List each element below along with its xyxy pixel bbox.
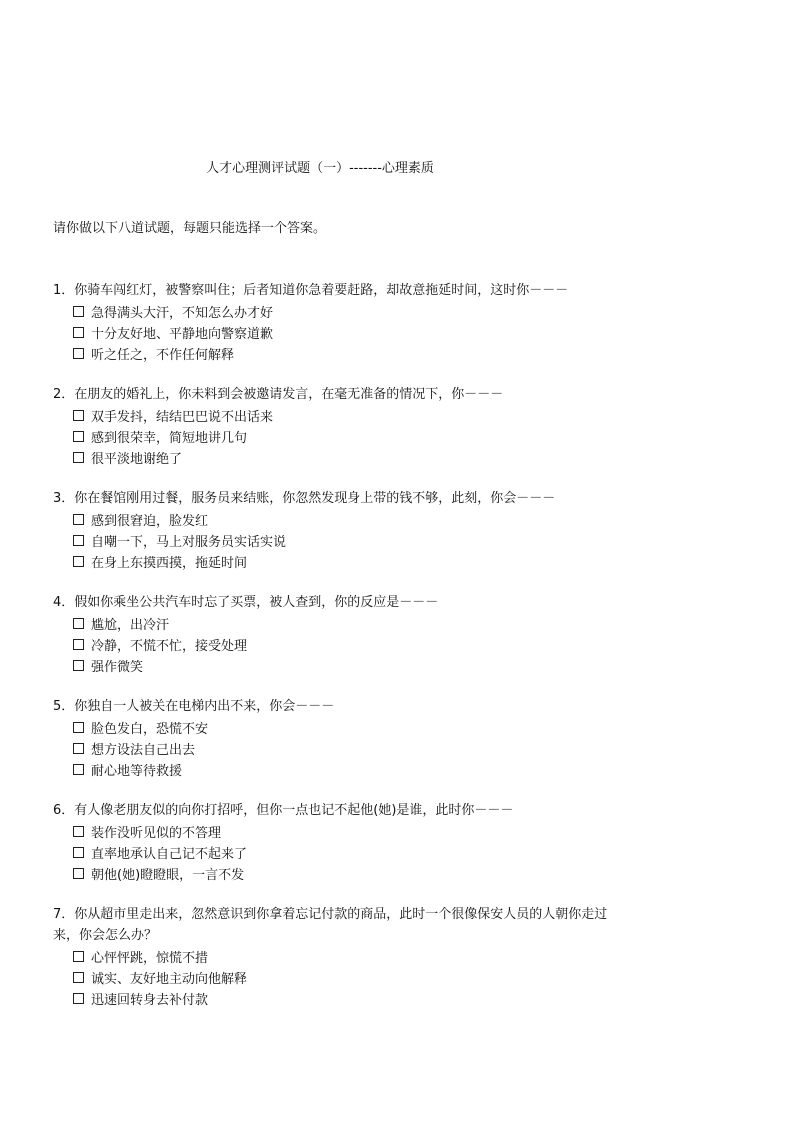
option-label: 急得满头大汗，不知怎么办才好 (91, 306, 274, 321)
instructions-text: 请你做以下八道试题，每题只能选择一个答案。 (53, 221, 327, 236)
checkbox-icon[interactable] (73, 868, 84, 879)
question-5 (53, 696, 743, 780)
option-label: 冷静，不慌不忙，接受处理 (91, 639, 248, 654)
option-label: 心怦怦跳，惊慌不措 (91, 951, 209, 966)
option-item[interactable] (53, 717, 743, 738)
question-list (53, 280, 743, 1029)
checkbox-icon[interactable] (73, 639, 84, 650)
checkbox-icon[interactable] (73, 951, 84, 962)
question-2 (53, 384, 743, 468)
option-item[interactable] (53, 322, 743, 343)
checkbox-icon[interactable] (73, 410, 84, 421)
checkbox-icon[interactable] (73, 972, 84, 983)
option-item[interactable] (53, 988, 743, 1009)
option-item[interactable] (53, 551, 743, 572)
option-label: 尴尬，出冷汗 (91, 618, 170, 633)
option-list (53, 613, 743, 676)
option-item[interactable] (53, 509, 743, 530)
checkbox-icon[interactable] (73, 452, 84, 463)
question-text: 4．假如你乘坐公共汽车时忘了买票，被人查到，你的反应是－－－ (53, 595, 439, 610)
option-label: 很平淡地谢绝了 (91, 452, 183, 467)
option-list (53, 301, 743, 364)
option-label: 双手发抖，结结巴巴说不出话来 (91, 410, 274, 425)
question-text: 2．在朋友的婚礼上，你未料到会被邀请发言，在毫无准备的情况下，你－－－ (53, 387, 504, 402)
option-item[interactable] (53, 405, 743, 426)
option-label: 脸色发白，恐慌不安 (91, 722, 209, 737)
option-label: 听之任之，不作任何解释 (91, 348, 235, 363)
option-list (53, 821, 743, 884)
checkbox-icon[interactable] (73, 826, 84, 837)
checkbox-icon[interactable] (73, 556, 84, 567)
question-4 (53, 592, 743, 676)
option-item[interactable] (53, 821, 743, 842)
question-6 (53, 800, 743, 884)
question-text: 5．你独自一人被关在电梯内出不来，你会－－－ (53, 699, 335, 714)
checkbox-icon[interactable] (73, 348, 84, 359)
option-label: 感到很荣幸，简短地讲几句 (91, 431, 248, 446)
option-item[interactable] (53, 863, 743, 884)
option-list (53, 946, 743, 1009)
option-label: 朝他(她)瞪瞪眼，一言不发 (91, 868, 245, 883)
option-label: 在身上东摸西摸，拖延时间 (91, 556, 248, 571)
option-label: 自嘲一下，马上对服务员实话实说 (91, 535, 287, 550)
option-list (53, 717, 743, 780)
option-item[interactable] (53, 967, 743, 988)
option-label: 直率地承认自己记不起来了 (91, 847, 248, 862)
option-item[interactable] (53, 301, 743, 322)
option-label: 感到很窘迫，脸发红 (91, 514, 209, 529)
option-list (53, 509, 743, 572)
option-item[interactable] (53, 655, 743, 676)
question-text: 6．有人像老朋友似的向你打招呼，但你一点也记不起他(她)是谁，此时你－－－ (53, 803, 514, 818)
option-label: 装作没听见似的不答理 (91, 826, 222, 841)
option-item[interactable] (53, 530, 743, 551)
option-item[interactable] (53, 842, 743, 863)
option-label: 强作微笑 (91, 660, 144, 675)
question-text: 3．你在餐馆刚用过餐，服务员来结账，你忽然发现身上带的钱不够，此刻，你会－－－ (53, 491, 556, 506)
option-list (53, 405, 743, 468)
option-item[interactable] (53, 613, 743, 634)
checkbox-icon[interactable] (73, 327, 84, 338)
option-item[interactable] (53, 426, 743, 447)
option-label: 耐心地等待救援 (91, 764, 183, 779)
option-item[interactable] (53, 343, 743, 364)
checkbox-icon[interactable] (73, 847, 84, 858)
checkbox-icon[interactable] (73, 514, 84, 525)
checkbox-icon[interactable] (73, 993, 84, 1004)
checkbox-icon[interactable] (73, 431, 84, 442)
option-item[interactable] (53, 738, 743, 759)
checkbox-icon[interactable] (73, 306, 84, 317)
option-item[interactable] (53, 447, 743, 468)
checkbox-icon[interactable] (73, 743, 84, 754)
option-label: 十分友好地、平静地向警察道歉 (91, 327, 274, 342)
question-text: 7．你从超市里走出来，忽然意识到你拿着忘记付款的商品，此时一个很像保安人员的人朝你走过来，你会怎么办？ (53, 907, 608, 943)
checkbox-icon[interactable] (73, 618, 84, 629)
question-text: 1．你骑车闯红灯，被警察叫住；后者知道你急着要赶路，却故意拖延时间，这时你－－－ (53, 283, 569, 298)
option-item[interactable] (53, 946, 743, 967)
option-item[interactable] (53, 759, 743, 780)
option-label: 迅速回转身去补付款 (91, 993, 209, 1008)
question-7 (53, 904, 743, 1009)
checkbox-icon[interactable] (73, 722, 84, 733)
question-1 (53, 280, 743, 364)
document-title: 人才心理测评试题（一）-------心理素质 (206, 161, 434, 176)
option-item[interactable] (53, 634, 743, 655)
option-label: 想方设法自己出去 (91, 743, 196, 758)
question-3 (53, 488, 743, 572)
checkbox-icon[interactable] (73, 535, 84, 546)
checkbox-icon[interactable] (73, 764, 84, 775)
checkbox-icon[interactable] (73, 660, 84, 671)
option-label: 诚实、友好地主动向他解释 (91, 972, 248, 987)
